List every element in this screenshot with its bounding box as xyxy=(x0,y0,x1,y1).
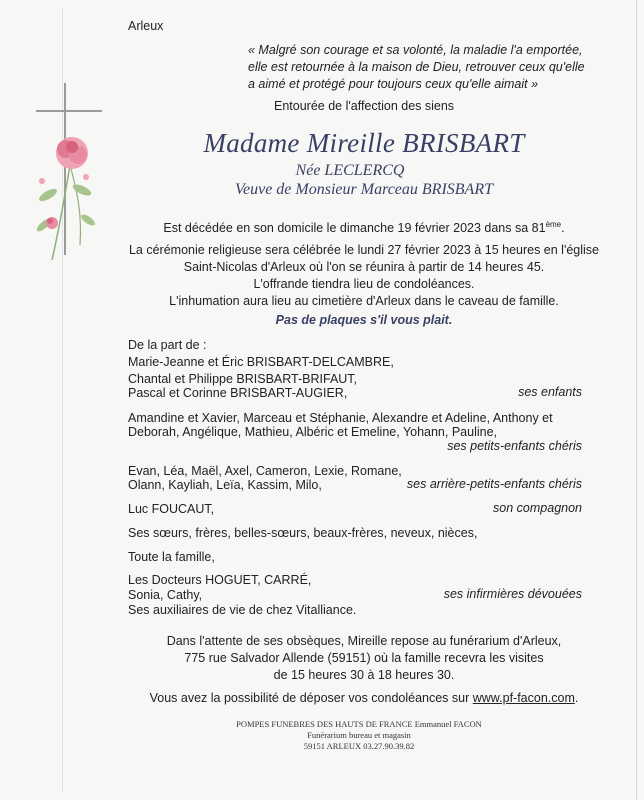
family-line: Ses auxiliaires de vie de chez Vitalliance. xyxy=(128,603,357,617)
widow-of: Veuve de Monsieur Marceau BRISBART xyxy=(235,181,493,198)
condolences-end: . xyxy=(574,691,579,705)
deceased-name: Madame Mireille BRISBART xyxy=(203,128,525,158)
funerarium-line: Dans l'attente de ses obsèques, Mireille repose au funérarium d'Arleux, xyxy=(166,634,562,648)
death-end: . xyxy=(561,221,565,235)
maiden-name: Née LECLERCQ xyxy=(295,162,405,179)
family-line: Olann, Kayliah, Leïa, Kassim, Milo, xyxy=(128,478,322,492)
ceremony-line: Saint-Nicolas d'Arleux où l'on se réunira à partir de 14 heures 45. xyxy=(183,260,545,274)
de-la-part-label: De la part de : xyxy=(128,338,207,352)
family-line: Amandine et Xavier, Marceau et Stéphanie, Alexandre et Adeline, Anthony et xyxy=(128,411,553,425)
ceremony-line: La cérémonie religieuse sera célébrée le lundi 27 février 2023 à 15 heures en l'église xyxy=(128,243,600,257)
footer-address: 59151 ARLEUX 03.27.90.39.82 xyxy=(303,741,415,751)
family-line: Deborah, Angélique, Mathieu, Albéric et Emeline, Yohann, Pauline, xyxy=(128,425,498,439)
family-line: Luc FOUCAUT, xyxy=(128,502,215,516)
role-enfants: ses enfants xyxy=(518,385,582,399)
family-line: Pascal et Corinne BRISBART-AUGIER, xyxy=(128,386,348,400)
ceremony-line: L'offrande tiendra lieu de condoléances. xyxy=(253,277,475,291)
role-arriere: ses arrière-petits-enfants chéris xyxy=(406,477,582,491)
cross-horizontal xyxy=(36,110,102,112)
role-petits-enfants: ses petits-enfants chéris xyxy=(447,439,582,453)
ceremony-line: L'inhumation aura lieu au cimetière d'Arleux dans le caveau de famille. xyxy=(169,294,559,308)
quote-line: elle est retournée à la maison de Dieu, retrouver ceux qu'elle xyxy=(248,60,585,74)
death-sup: ème xyxy=(545,220,562,229)
footer-company: POMPES FUNEBRES DES HAUTS DE FRANCE Emmanuel FACON xyxy=(236,719,482,729)
quote-line: a aimé et protégé pour toujours ceux qu'elle aimait » xyxy=(248,77,539,91)
condolences-link[interactable]: www.pf-facon.com xyxy=(472,691,575,705)
role-infirmieres: ses infirmières dévouées xyxy=(443,587,582,601)
condolences-text: Vous avez la possibilité de déposer vos condoléances sur xyxy=(149,691,473,705)
family-line: Chantal et Philippe BRISBART-BRIFAUT, xyxy=(128,372,358,386)
family-line: Les Docteurs HOGUET, CARRÉ, xyxy=(128,573,312,587)
family-line: Ses sœurs, frères, belles-sœurs, beaux-frères, neveux, nièces, xyxy=(128,526,478,540)
death-announcement xyxy=(0,216,644,237)
condolences-line xyxy=(0,690,644,707)
funerarium-line: de 15 heures 30 à 18 heures 30. xyxy=(273,668,455,682)
family-line: Evan, Léa, Maël, Axel, Cameron, Lexie, Romane, xyxy=(128,464,402,478)
family-line: Marie-Jeanne et Éric BRISBART-DELCAMBRE, xyxy=(128,355,394,369)
quote-block xyxy=(248,42,585,93)
funerarium-line: 775 rue Salvador Allende (59151) où la famille recevra les visites xyxy=(184,651,544,665)
family-line: Sonia, Cathy, xyxy=(128,588,203,602)
quote-line: « Malgré son courage et sa volonté, la maladie l'a emportée, xyxy=(248,43,583,57)
death-text: Est décédée en son domicile le dimanche 19 février 2023 dans sa 81 xyxy=(163,221,546,235)
family-line: Toute la famille, xyxy=(128,550,215,564)
intro-text: Entourée de l'affection des siens xyxy=(274,99,455,113)
footer-subtitle: Funérarium bureau et magasin xyxy=(307,730,411,740)
role-compagnon: son compagnon xyxy=(493,501,582,515)
town-label: Arleux xyxy=(128,19,164,33)
ceremony-block xyxy=(0,242,644,310)
no-plaques-note: Pas de plaques s'il vous plait. xyxy=(275,313,453,327)
funerarium-block xyxy=(0,633,644,684)
